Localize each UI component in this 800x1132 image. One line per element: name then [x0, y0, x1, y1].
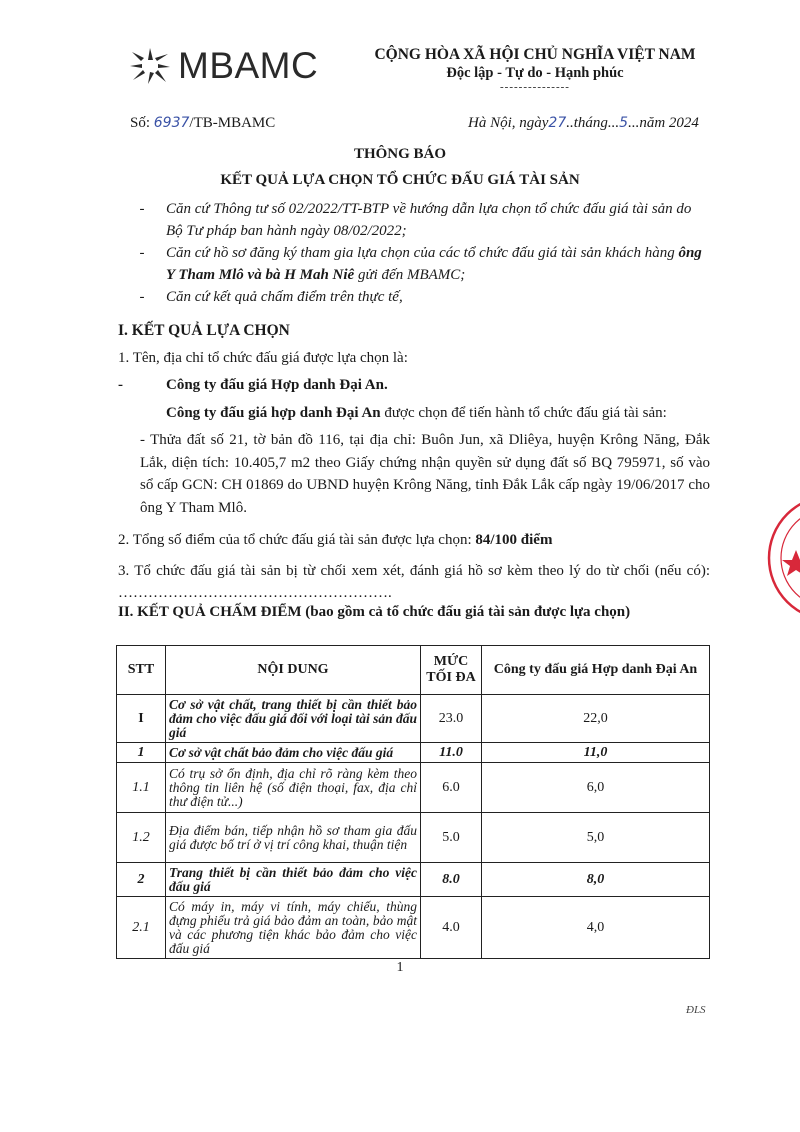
doc-no-label: Số: [130, 115, 154, 131]
document-title: THÔNG BÁO [353, 146, 447, 162]
selected-org-name: Công ty đấu giá Hợp danh Đại An. [166, 377, 388, 393]
section-1-para-3: 3. Tổ chức đấu giá tài sản bị từ chối xem xét, đánh giá hồ sơ kèm theo lý do từ chối (nếu có): ………………………………………………. [118, 563, 710, 601]
date-suffix: năm 2024 [639, 115, 699, 131]
doc-no-handwritten: 6937 [153, 115, 190, 131]
table-row: 1.1 Có trụ sở ổn định, địa chỉ rõ ràng kèm theo thông tin liên hệ (số điện thoại, fax, địa chỉ thư điện tử...) 6.0 6,0 [117, 763, 710, 813]
legal-basis-list [118, 198, 710, 308]
legal-basis-item: - Căn cứ Thông tư số 02/2022/TT-BTP về hướng dẫn lựa chọn tổ chức đấu giá tài sản do Bộ Tư pháp ban hành ngày 08/02/2022; [139, 201, 692, 239]
table-row: 2.1 Có máy in, máy vi tính, máy chiếu, thùng đựng phiếu trả giá bảo đảm an toàn, bảo mật và các phương tiện khác bảo đảm cho việc đấu giá 4.0 4,0 [117, 897, 710, 959]
nation-line-1: CỘNG HÒA XÃ HỘI CHỦ NGHĨA VIỆT NAM [374, 46, 696, 63]
date-prefix: Hà Nội, ngày [468, 115, 549, 131]
table-header-row [117, 646, 710, 695]
document-subtitle: KẾT QUẢ LỰA CHỌN TỔ CHỨC ĐẤU GIÁ TÀI SẢN [220, 172, 580, 188]
page-number: 1 [396, 960, 404, 975]
mbamc-star-icon [128, 46, 174, 86]
asset-description: - Thửa đất số 21, tờ bản đồ 116, tại địa chỉ: Buôn Jun, xã Dliêya, huyện Krông Năng, Đắk Lắk, diện tích: 10.405,7 m2 theo Giấy chứng nhận quyền sử dụng đất số BQ 795971, số vào sổ cấp GCN: CH 01869 do UBND huyện Krông Năng, tỉnh Đắk Lắk cấp ngày 19/06/2017 cho ông Y Tham Mlô. [140, 432, 710, 516]
document-number [130, 115, 275, 132]
table-row: I Cơ sở vật chất, trang thiết bị cần thiết bảo đảm cho việc đấu giá đối với loại tài sản đấu giá 23.0 22,0 [117, 695, 710, 743]
table-row: 2 Trang thiết bị cần thiết bảo đảm cho việc đấu giá 8.0 8,0 [117, 863, 710, 897]
table-row: 1.2 Địa điểm bán, tiếp nhận hồ sơ tham gia đấu giá được bố trí ở vị trí công khai, thuận tiện 5.0 5,0 [117, 813, 710, 863]
doc-no-suffix: /TB-MBAMC [189, 115, 276, 131]
nation-line-2: Độc lập - Tự do - Hạnh phúc [446, 65, 624, 81]
legal-basis-item: - Căn cứ kết quả chấm điểm trên thực tế, [139, 289, 403, 305]
section-1-para-1: 1. Tên, địa chỉ tổ chức đấu giá được lựa chọn là: [118, 350, 408, 366]
date-mid: tháng [573, 115, 608, 131]
scoring-table [116, 645, 710, 959]
col-stt: STT [117, 646, 166, 695]
red-seal-stamp [756, 488, 800, 628]
selected-org: - Công ty đấu giá Hợp danh Đại An. [118, 377, 388, 393]
col-content: NỘI DUNG [166, 646, 421, 695]
selected-org-statement: Công ty đấu giá hợp danh Đại An được chọn để tiến hành tổ chức đấu giá tài sản: [166, 405, 667, 421]
section-1-heading: I. KẾT QUẢ LỰA CHỌN [118, 322, 290, 339]
initials: ĐLS [686, 1004, 706, 1016]
issue-date: Hà Nội, ngày27..tháng...5...năm 2024 [468, 115, 699, 131]
date-day-handwritten: 27 [548, 115, 567, 131]
mbamc-logo [128, 44, 338, 88]
section-2-heading: II. KẾT QUẢ CHẤM ĐIỂM (bao gồm cả tổ chức đấu giá tài sản được lựa chọn) [118, 604, 631, 620]
col-max: MỨC TỐI ĐA [421, 646, 482, 695]
logo-wordmark: MBAMC [178, 45, 319, 86]
national-heading [370, 46, 700, 92]
nation-rule: --------------- [500, 81, 570, 93]
section-1-para-2: 2. Tổng số điểm của tổ chức đấu giá tài sản được lựa chọn: 84/100 điểm [118, 532, 553, 548]
legal-basis-item: - Căn cứ hồ sơ đăng ký tham gia lựa chọn của các tổ chức đấu giá tài sản khách hàng ông Y Tham Mlô và bà H Mah Niê gửi đến MBAMC; [139, 245, 702, 283]
date-month-handwritten: 5 [619, 115, 629, 131]
table-row: 1 Cơ sở vật chất bảo đảm cho việc đấu giá 11.0 11,0 [117, 743, 710, 763]
col-company: Công ty đấu giá Hợp danh Đại An [482, 646, 710, 695]
